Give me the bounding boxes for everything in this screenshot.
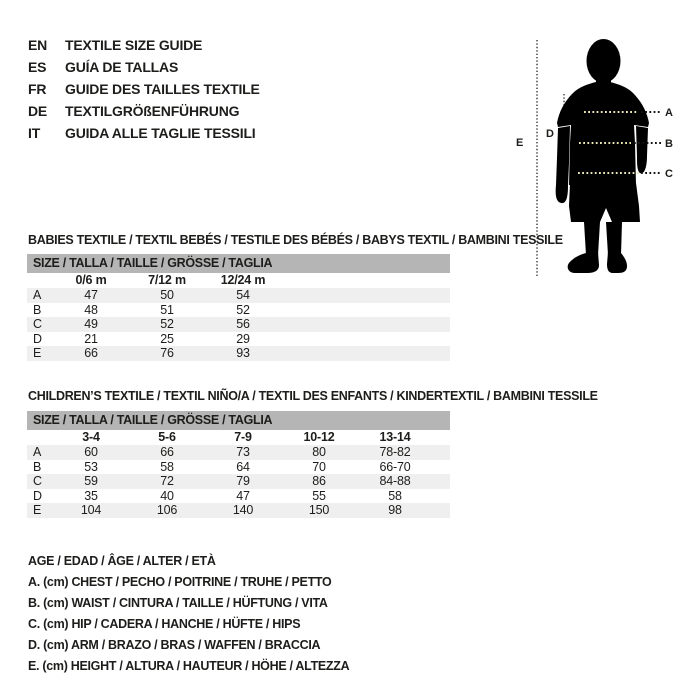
language-title: TEXTILE SIZE GUIDE	[65, 37, 203, 53]
value-cell: 86	[312, 474, 326, 488]
value-cell: 58	[160, 459, 174, 474]
row-label-cell: C	[33, 317, 42, 331]
value-cell: 78-82	[379, 445, 411, 459]
table-row	[27, 445, 450, 460]
column-header-cell: 0/6 m	[75, 273, 107, 287]
row-label-cell: D	[33, 331, 42, 346]
language-row	[28, 122, 260, 144]
row-label-cell: A	[33, 445, 42, 459]
column-header-cell: 12/24 m	[220, 273, 266, 287]
value-cell: 47	[236, 488, 250, 503]
value-cell: 98	[388, 503, 402, 517]
language-code: EN	[28, 37, 48, 53]
value-cell: 53	[84, 459, 98, 474]
value-cell: 25	[160, 331, 174, 346]
row-label-cell: D	[33, 488, 42, 503]
row-label-cell: A	[33, 288, 42, 302]
value-cell: 93	[236, 346, 250, 360]
value-cell: 64	[236, 459, 250, 474]
column-header-row	[27, 273, 450, 288]
table-row	[27, 317, 450, 332]
column-header-cell: 3-4	[82, 430, 100, 444]
children-section-title: CHILDREN’S TEXTILE / TEXTIL NIÑO/A / TEXTIL DES ENFANTS / KINDERTEXTIL / BAMBINI TESSILE	[28, 389, 598, 403]
child-silhouette	[556, 39, 649, 273]
column-header-cell: 5-6	[158, 430, 176, 444]
legend-line: E. (cm) HEIGHT / ALTURA / HAUTEUR / HÖHE / ALTEZZA	[28, 659, 350, 673]
table-row	[27, 474, 450, 489]
language-code: FR	[28, 81, 47, 97]
table-row	[27, 489, 450, 504]
value-cell: 150	[308, 503, 330, 517]
legend-line: B. (cm) WAIST / CINTURA / TAILLE / HÜFTUNG / VITA	[28, 596, 328, 610]
value-cell: 56	[236, 317, 250, 331]
column-header-cell: 10-12	[303, 430, 335, 444]
table-row	[27, 288, 450, 303]
legend-line: C. (cm) HIP / CADERA / HANCHE / HÜFTE / HIPS	[28, 617, 301, 631]
language-row	[28, 34, 260, 56]
row-label-cell: B	[33, 459, 42, 474]
legend-line: A. (cm) CHEST / PECHO / POITRINE / TRUHE / PETTO	[28, 575, 332, 589]
legend-line: D. (cm) ARM / BRAZO / BRAS / WAFFEN / BRACCIA	[28, 638, 321, 652]
value-cell: 35	[84, 488, 98, 503]
legend	[28, 551, 349, 677]
row-label-cell: E	[33, 346, 42, 360]
value-cell: 84-88	[379, 474, 411, 488]
measure-label-a: A	[665, 107, 673, 119]
value-cell: 66-70	[379, 459, 411, 474]
column-header-cell: 7/12 m	[148, 273, 186, 287]
value-cell: 47	[84, 288, 98, 302]
language-row	[28, 100, 260, 122]
value-cell: 40	[160, 488, 174, 503]
language-code: ES	[28, 59, 47, 75]
value-cell: 58	[388, 488, 402, 503]
value-cell: 66	[160, 445, 174, 459]
value-cell: 106	[156, 503, 178, 517]
value-cell: 79	[236, 474, 250, 488]
value-cell: 29	[236, 331, 250, 346]
value-cell: 66	[84, 346, 98, 360]
language-code: DE	[28, 103, 48, 119]
row-label-cell	[27, 273, 53, 288]
table-row	[27, 460, 450, 475]
language-title: GUÍA DE TALLAS	[65, 59, 179, 75]
language-list	[28, 34, 260, 144]
value-cell: 80	[312, 445, 326, 459]
value-cell: 51	[160, 302, 174, 317]
row-label-cell: C	[33, 474, 42, 488]
value-cell: 21	[84, 331, 98, 346]
column-header-cell: 13-14	[379, 430, 411, 444]
value-cell: 59	[84, 474, 98, 488]
size-header-bar: SIZE / TALLA / TAILLE / GRÖSSE / TAGLIA	[27, 254, 450, 273]
table-row	[27, 303, 450, 318]
column-header-row	[27, 430, 450, 445]
language-row	[28, 78, 260, 100]
measure-label-b: B	[665, 138, 673, 150]
table-row	[27, 346, 450, 361]
row-label-cell: E	[33, 503, 42, 517]
value-cell: 54	[236, 288, 250, 302]
measure-label-d: D	[546, 128, 554, 140]
size-header-bar: SIZE / TALLA / TAILLE / GRÖSSE / TAGLIA	[27, 411, 450, 430]
measure-label-c: C	[665, 168, 673, 180]
row-label-cell: B	[33, 302, 42, 317]
value-cell: 49	[84, 317, 98, 331]
row-label-cell	[27, 430, 53, 445]
table-row	[27, 503, 450, 518]
value-cell: 55	[312, 488, 326, 503]
table-row	[27, 332, 450, 347]
size-figure-illustration	[500, 28, 700, 288]
language-title: GUIDA ALLE TAGLIE TESSILI	[65, 125, 256, 141]
language-row	[28, 56, 260, 78]
value-cell: 48	[84, 302, 98, 317]
value-cell: 76	[160, 346, 174, 360]
children-table	[27, 411, 450, 518]
value-cell: 70	[312, 459, 326, 474]
language-code: IT	[28, 125, 41, 141]
value-cell: 52	[236, 302, 250, 317]
value-cell: 73	[236, 445, 250, 459]
value-cell: 50	[160, 288, 174, 302]
babies-table	[27, 254, 450, 361]
column-header-cell: 7-9	[234, 430, 252, 444]
value-cell: 52	[160, 317, 174, 331]
value-cell: 60	[84, 445, 98, 459]
language-title: TEXTILGRÖßENFÜHRUNG	[65, 103, 240, 119]
value-cell: 104	[80, 503, 102, 517]
value-cell: 140	[232, 503, 254, 517]
babies-section-title: BABIES TEXTILE / TEXTIL BEBÉS / TESTILE DES BÉBÉS / BABYS TEXTIL / BAMBINI TESSILE	[28, 233, 563, 247]
legend-line: AGE / EDAD / ÂGE / ALTER / ETÀ	[28, 554, 216, 568]
language-title: GUIDE DES TAILLES TEXTILE	[65, 81, 260, 97]
value-cell: 72	[160, 474, 174, 488]
measure-label-e: E	[516, 137, 524, 149]
